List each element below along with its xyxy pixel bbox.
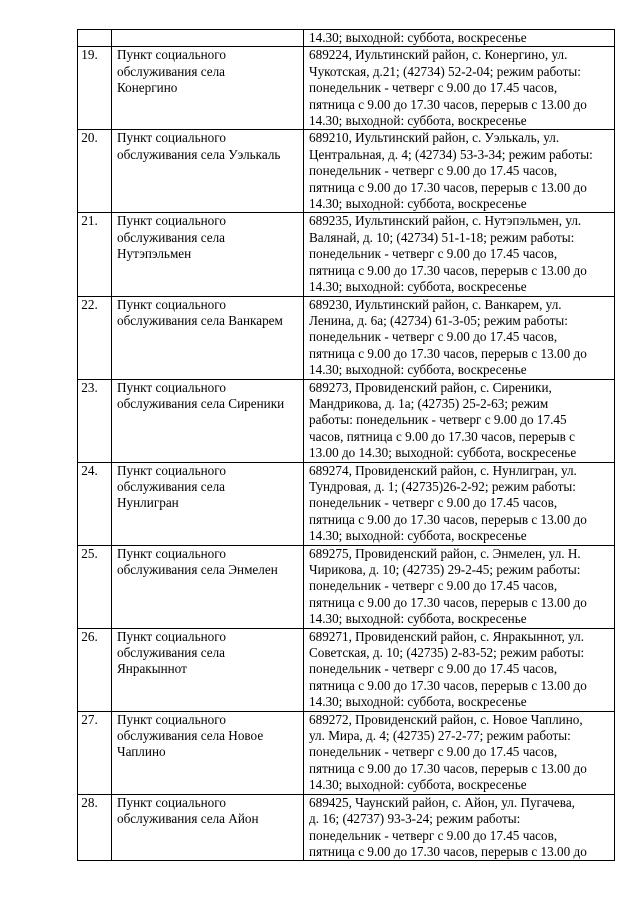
name-line: Пункт социального	[117, 794, 226, 810]
name-line: Пункт социального	[117, 47, 226, 63]
table-row	[78, 379, 615, 462]
row-number: 25.	[78, 545, 112, 628]
service-point-name	[112, 379, 304, 462]
service-point-name	[112, 30, 304, 47]
info-line: 689235, Иультинский район, с. Нутэпэльмен, ул.	[309, 213, 582, 229]
table-row	[78, 545, 615, 628]
name-line: Пункт социального	[117, 545, 226, 561]
name-line: Конергино	[117, 80, 178, 96]
name-line: обслуживания села Энмелен	[117, 562, 278, 577]
name-line: Пункт социального	[117, 296, 226, 312]
row-number: 19.	[78, 47, 112, 130]
info-line: 14.30; выходной: суббота, воскресенье	[309, 362, 527, 378]
name-line: Пункт социального	[117, 628, 226, 644]
name-line: Пункт социального	[117, 462, 226, 478]
service-point-info	[304, 47, 615, 130]
service-point-info	[304, 213, 615, 296]
service-point-name	[112, 462, 304, 545]
info-line: 689210, Иультинский район, с. Уэлькаль, ул.	[309, 130, 560, 146]
info-line: 14.30; выходной: суббота, воскресенье	[309, 196, 527, 212]
row-number: 26.	[78, 628, 112, 711]
row-number: 20.	[78, 130, 112, 213]
info-line: Советская, д. 10; (42735) 2-83-52; режим работы:	[309, 645, 585, 661]
info-line: понедельник - четверг с 9.00 до 17.45 часов,	[309, 246, 558, 262]
name-line: обслуживания села Айон	[117, 811, 259, 827]
info-line: Чирикова, д. 10; (42735) 29-2-45; режим работы:	[309, 562, 581, 577]
service-point-info	[304, 794, 615, 861]
name-line: обслуживания села Ванкарем	[117, 312, 283, 328]
service-point-info	[304, 379, 615, 462]
info-line: Ленина, д. 6а; (42734) 61-3-05; режим работы:	[309, 312, 568, 328]
info-line: понедельник - четверг с 9.00 до 17.45 часов,	[309, 827, 558, 843]
info-line: понедельник - четверг с 9.00 до 17.45 часов,	[309, 495, 558, 511]
info-line: пятница с 9.00 до 17.30 часов, перерыв с 13.00 до	[309, 677, 587, 693]
info-line: 689425, Чаунский район, с. Айон, ул. Пугачева,	[309, 794, 575, 810]
name-line: Пункт социального	[117, 130, 226, 146]
info-line: работы: понедельник - четверг с 9.00 до 17.45	[309, 412, 567, 428]
name-line: Янракыннот	[117, 661, 187, 677]
name-line: обслуживания села Сиреники	[117, 395, 285, 411]
name-line: Чаплино	[117, 744, 166, 760]
service-point-name	[112, 711, 304, 794]
info-line: 14.30; выходной: суббота, воскресенье	[309, 694, 527, 710]
service-point-info	[304, 296, 615, 379]
name-line: обслуживания села	[117, 645, 226, 661]
table-row	[78, 462, 615, 545]
name-line: обслуживания села	[117, 478, 226, 494]
table-row	[78, 130, 615, 213]
name-line: обслуживания села	[117, 63, 226, 79]
info-line: Чукотская, д.21; (42734) 52-2-04; режим работы:	[309, 63, 581, 79]
info-line: Тундровая, д. 1; (42735)26-2-92; режим работы:	[309, 478, 576, 494]
row-number: 23.	[78, 379, 112, 462]
info-line: пятница с 9.00 до 17.30 часов, перерыв с 13.00 до	[309, 760, 587, 776]
info-line: 14.30; выходной: суббота, воскресенье	[309, 777, 527, 793]
service-point-info	[304, 628, 615, 711]
info-line: пятница с 9.00 до 17.30 часов, перерыв с 13.00 до	[309, 345, 587, 361]
table-row	[78, 30, 615, 47]
service-point-name	[112, 213, 304, 296]
service-point-info	[304, 30, 615, 47]
table-row	[78, 213, 615, 296]
info-line: понедельник - четверг с 9.00 до 17.45 часов,	[309, 80, 558, 96]
table-row	[78, 628, 615, 711]
row-number: 22.	[78, 296, 112, 379]
info-line: 14.30; выходной: суббота, воскресенье	[309, 279, 527, 295]
row-number: 24.	[78, 462, 112, 545]
info-line: 14.30; выходной: суббота, воскресенье	[309, 30, 527, 45]
row-number: 28.	[78, 794, 112, 861]
service-point-name	[112, 47, 304, 130]
info-line: ул. Мира, д. 4; (42735) 27-2-77; режим работы:	[309, 728, 571, 744]
table-row	[78, 794, 615, 861]
name-line: Нутэпэльмен	[117, 246, 192, 262]
table-row	[78, 47, 615, 130]
name-line: обслуживания села Уэлькаль	[117, 146, 281, 162]
name-line: Пункт социального	[117, 711, 226, 727]
table-row	[78, 296, 615, 379]
info-line: пятница с 9.00 до 17.30 часов, перерыв с 13.00 до	[309, 96, 587, 112]
row-number	[78, 30, 112, 47]
info-line: понедельник - четверг с 9.00 до 17.45 часов,	[309, 329, 558, 345]
name-line: Нунлигран	[117, 495, 179, 511]
info-line: часов, пятница с 9.00 до 17.30 часов, перерыв с	[309, 428, 575, 444]
row-number: 21.	[78, 213, 112, 296]
info-line: 14.30; выходной: суббота, воскресенье	[309, 528, 527, 544]
service-point-name	[112, 628, 304, 711]
service-point-info	[304, 711, 615, 794]
service-point-name	[112, 296, 304, 379]
name-line: обслуживания села Новое	[117, 728, 264, 744]
table-row	[78, 711, 615, 794]
info-line: понедельник - четверг с 9.00 до 17.45 часов,	[309, 661, 558, 677]
info-line: 13.00 до 14.30; выходной: суббота, воскресенье	[309, 445, 577, 461]
info-line: 689272, Провиденский район, с. Новое Чаплино,	[309, 711, 583, 727]
info-line: пятница с 9.00 до 17.30 часов, перерыв с 13.00 до	[309, 511, 587, 527]
service-point-name	[112, 130, 304, 213]
info-line: 689271, Провиденский район, с. Янракыннот, ул.	[309, 628, 584, 644]
info-line: 689275, Провиденский район, с. Энмелен, ул. Н.	[309, 545, 581, 561]
info-line: 689230, Иультинский район, с. Ванкарем, ул.	[309, 296, 562, 312]
info-line: Мандрикова, д. 1а; (42735) 25-2-63; режим	[309, 395, 549, 411]
service-point-name	[112, 794, 304, 861]
table-body	[78, 30, 615, 861]
info-line: понедельник - четверг с 9.00 до 17.45 часов,	[309, 578, 558, 594]
service-point-name	[112, 545, 304, 628]
info-line: пятница с 9.00 до 17.30 часов, перерыв с 13.00 до	[309, 179, 587, 195]
info-line: 689274, Провиденский район, с. Нунлигран, ул.	[309, 462, 577, 478]
service-points-table	[77, 29, 615, 861]
info-line: 689273, Провиденский район, с. Сиреники,	[309, 379, 552, 395]
name-line: Пункт социального	[117, 379, 226, 395]
service-point-info	[304, 545, 615, 628]
info-line: д. 16; (42737) 93-3-24; режим работы:	[309, 811, 521, 827]
info-line: Центральная, д. 4; (42734) 53-3-34; режим работы:	[309, 146, 593, 162]
info-line: пятница с 9.00 до 17.30 часов, перерыв с 13.00 до	[309, 843, 587, 859]
row-number: 27.	[78, 711, 112, 794]
info-line: 689224, Иультинский район, с. Конергино, ул.	[309, 47, 568, 63]
info-line: понедельник - четверг с 9.00 до 17.45 часов,	[309, 744, 558, 760]
info-line: пятница с 9.00 до 17.30 часов, перерыв с 13.00 до	[309, 594, 587, 610]
name-line: обслуживания села	[117, 229, 226, 245]
info-line: понедельник - четверг с 9.00 до 17.45 часов,	[309, 163, 558, 179]
info-line: Валянай, д. 10; (42734) 51-1-18; режим работы:	[309, 229, 575, 245]
name-line: Пункт социального	[117, 213, 226, 229]
info-line: 14.30; выходной: суббота, воскресенье	[309, 611, 527, 627]
info-line: пятница с 9.00 до 17.30 часов, перерыв с 13.00 до	[309, 262, 587, 278]
info-line: 14.30; выходной: суббота, воскресенье	[309, 113, 527, 129]
service-point-info	[304, 462, 615, 545]
service-point-info	[304, 130, 615, 213]
